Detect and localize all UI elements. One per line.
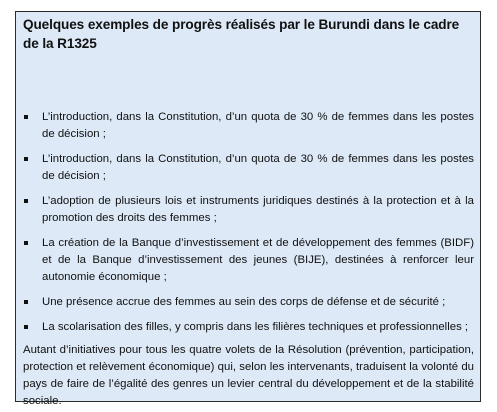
list-item [23, 193, 474, 227]
list-item [23, 319, 474, 336]
list-item [23, 294, 474, 311]
list-item [23, 151, 474, 185]
bullet-icon [24, 199, 28, 203]
bullet-icon [24, 115, 28, 119]
list-item-text: La création de la Banque d’investissement et de développement des femmes (BIDF) et de la Banque d’investissement des jeunes (BIJE), destinées à renforcer leur autonomie économique ; [42, 237, 474, 283]
list-item-text: Une présence accrue des femmes au sein des corps de défense et de sécurité ; [42, 296, 446, 308]
bullet-icon [24, 325, 28, 329]
bullet-icon [24, 157, 28, 161]
closing-paragraph: Autant d’initiatives pour tous les quatre volets de la Résolution (prévention, participation, protection et relèvement économique) qui, selon les intervenants, traduisent la volonté du pays de faire de l’égalité des genres un levier central du développement et de la stabilité sociale. [23, 344, 474, 407]
progress-list [23, 109, 474, 336]
bullet-icon [24, 241, 28, 245]
list-item [23, 109, 474, 143]
list-item [23, 235, 474, 286]
list-item-text: La scolarisation des filles, y compris dans les filières techniques et professionnelles ; [42, 321, 469, 333]
text-box [15, 11, 481, 407]
bullet-icon [24, 300, 28, 304]
list-item-text: L’introduction, dans la Constitution, d’un quota de 30 % de femmes dans les postes de décision ; [42, 111, 474, 140]
box-title: Quelques exemples de progrès réalisés par le Burundi dans le cadre de la R1325 [23, 17, 460, 51]
list-item-text: L’introduction, dans la Constitution, d’un quota de 30 % de femmes dans les postes de décision ; [42, 153, 474, 182]
list-item-text: L’adoption de plusieurs lois et instruments juridiques destinés à la protection et à la promotion des droits des femmes ; [42, 195, 474, 224]
